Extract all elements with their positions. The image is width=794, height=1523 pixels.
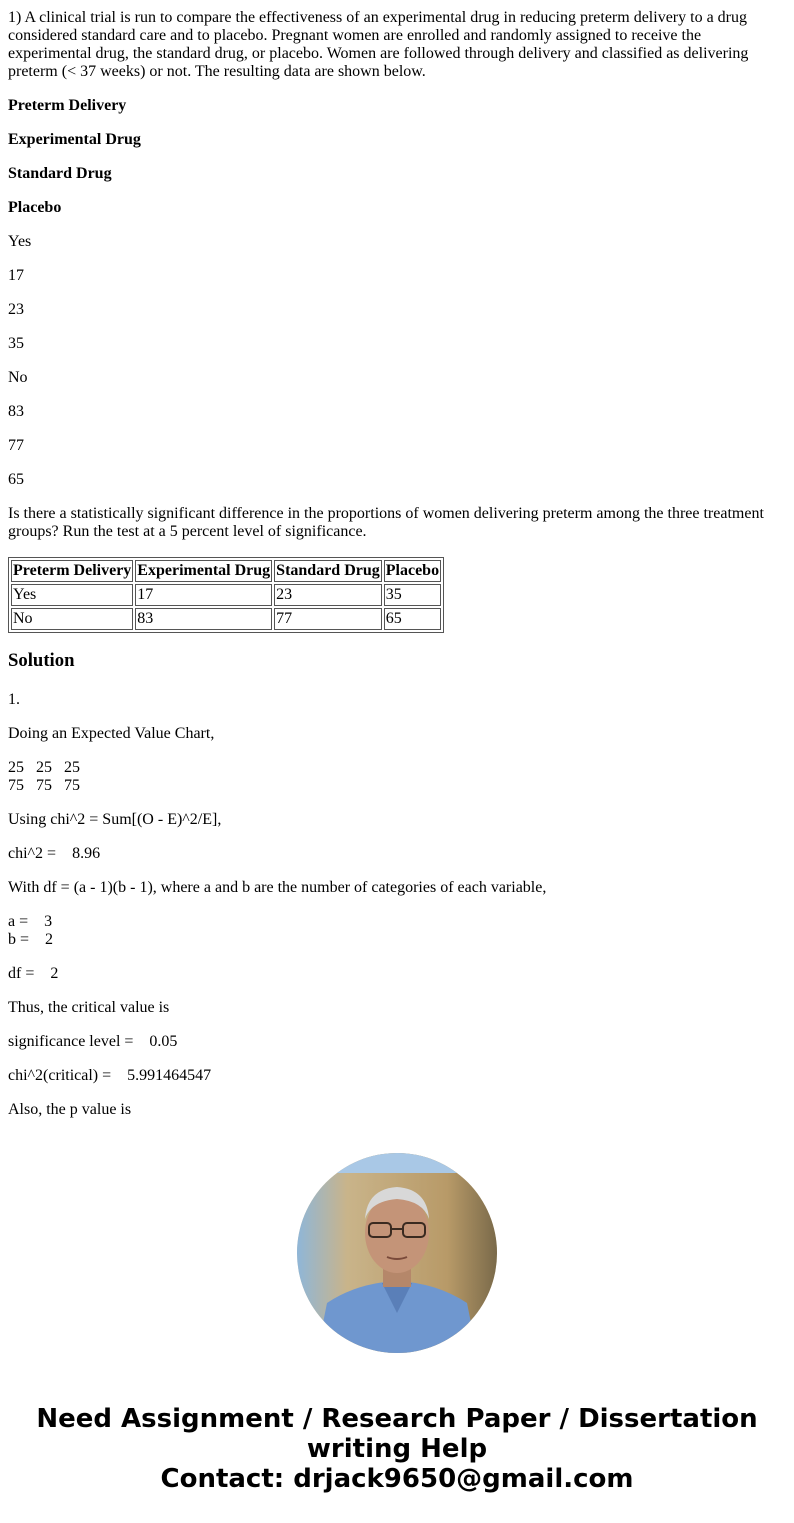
table-header: Standard Drug: [274, 560, 382, 582]
question-intro: 1) A clinical trial is run to compare the effectiveness of an experimental drug in reducing preterm delivery to a drug considered standard care and to placebo. Pregnant women are enrolled and randomly assigned to receive the experimental drug, the standard drug, or placebo. Women are followed through delivery and classified as delivering preterm (< 37 weeks) or not. The resulting data are shown below.: [8, 9, 749, 80]
promo-text: [0, 1404, 794, 1494]
ab-values: [8, 913, 778, 949]
solution-number: 1.: [8, 691, 20, 708]
flat-cell: 83: [8, 403, 24, 420]
pvalue-intro: Also, the p value is: [8, 1101, 132, 1118]
expected-row: 75 75 75: [8, 777, 80, 794]
flat-cell: 17: [8, 267, 24, 284]
flat-cell: No: [8, 369, 28, 386]
significance-level: significance level = 0.05: [8, 1033, 178, 1050]
critical-value: chi^2(critical) = 5.991464547: [8, 1067, 212, 1084]
table-row: [11, 608, 441, 630]
table-cell: 17: [135, 584, 272, 606]
question-prompt: Is there a statistically significant difference in the proportions of women delivering preterm among the three treatment groups? Run the test at a 5 percent level of significance.: [8, 505, 764, 540]
flat-cell: 65: [8, 471, 24, 488]
flat-header: Standard Drug: [8, 165, 112, 182]
table-header: Experimental Drug: [135, 560, 272, 582]
table-cell: 23: [274, 584, 382, 606]
flat-header: Preterm Delivery: [8, 97, 127, 114]
table-cell: Yes: [11, 584, 133, 606]
b-value: b = 2: [8, 931, 54, 948]
flat-cell: 77: [8, 437, 24, 454]
data-table: [8, 557, 444, 633]
flat-cell: Yes: [8, 233, 32, 250]
table-cell: 77: [274, 608, 382, 630]
document-body: [8, 9, 778, 1122]
table-header: Preterm Delivery: [11, 560, 133, 582]
flat-cell: 23: [8, 301, 24, 318]
table-header: Placebo: [384, 560, 441, 582]
expected-chart: [8, 759, 778, 795]
table-cell: 83: [135, 608, 272, 630]
chi-formula: Using chi^2 = Sum[(O - E)^2/E],: [8, 811, 222, 828]
expected-intro: Doing an Expected Value Chart,: [8, 725, 215, 742]
solution-heading: Solution: [8, 650, 75, 671]
a-value: a = 3: [8, 913, 53, 930]
chi-value: chi^2 = 8.96: [8, 845, 101, 862]
table-cell: No: [11, 608, 133, 630]
solution-body: [8, 691, 778, 1119]
promo-footer: [0, 1153, 794, 1353]
avatar-portrait-icon: [297, 1153, 497, 1353]
table-cell: 35: [384, 584, 441, 606]
flat-header: Placebo: [8, 199, 62, 216]
expected-row: 25 25 25: [8, 759, 80, 776]
table-header-row: [11, 560, 441, 582]
promo-line: Need Assignment / Research Paper / Dissertation: [36, 1404, 758, 1434]
flat-header: Experimental Drug: [8, 131, 141, 148]
table-cell: 65: [384, 608, 441, 630]
avatar: [297, 1153, 497, 1353]
flat-cell: 35: [8, 335, 24, 352]
df-text: With df = (a - 1)(b - 1), where a and b are the number of categories of each variable,: [8, 879, 547, 896]
promo-contact: Contact: drjack9650@gmail.com: [160, 1464, 634, 1494]
promo-line: writing Help: [306, 1434, 488, 1464]
critical-intro: Thus, the critical value is: [8, 999, 170, 1016]
table-row: [11, 584, 441, 606]
df-value: df = 2: [8, 965, 59, 982]
